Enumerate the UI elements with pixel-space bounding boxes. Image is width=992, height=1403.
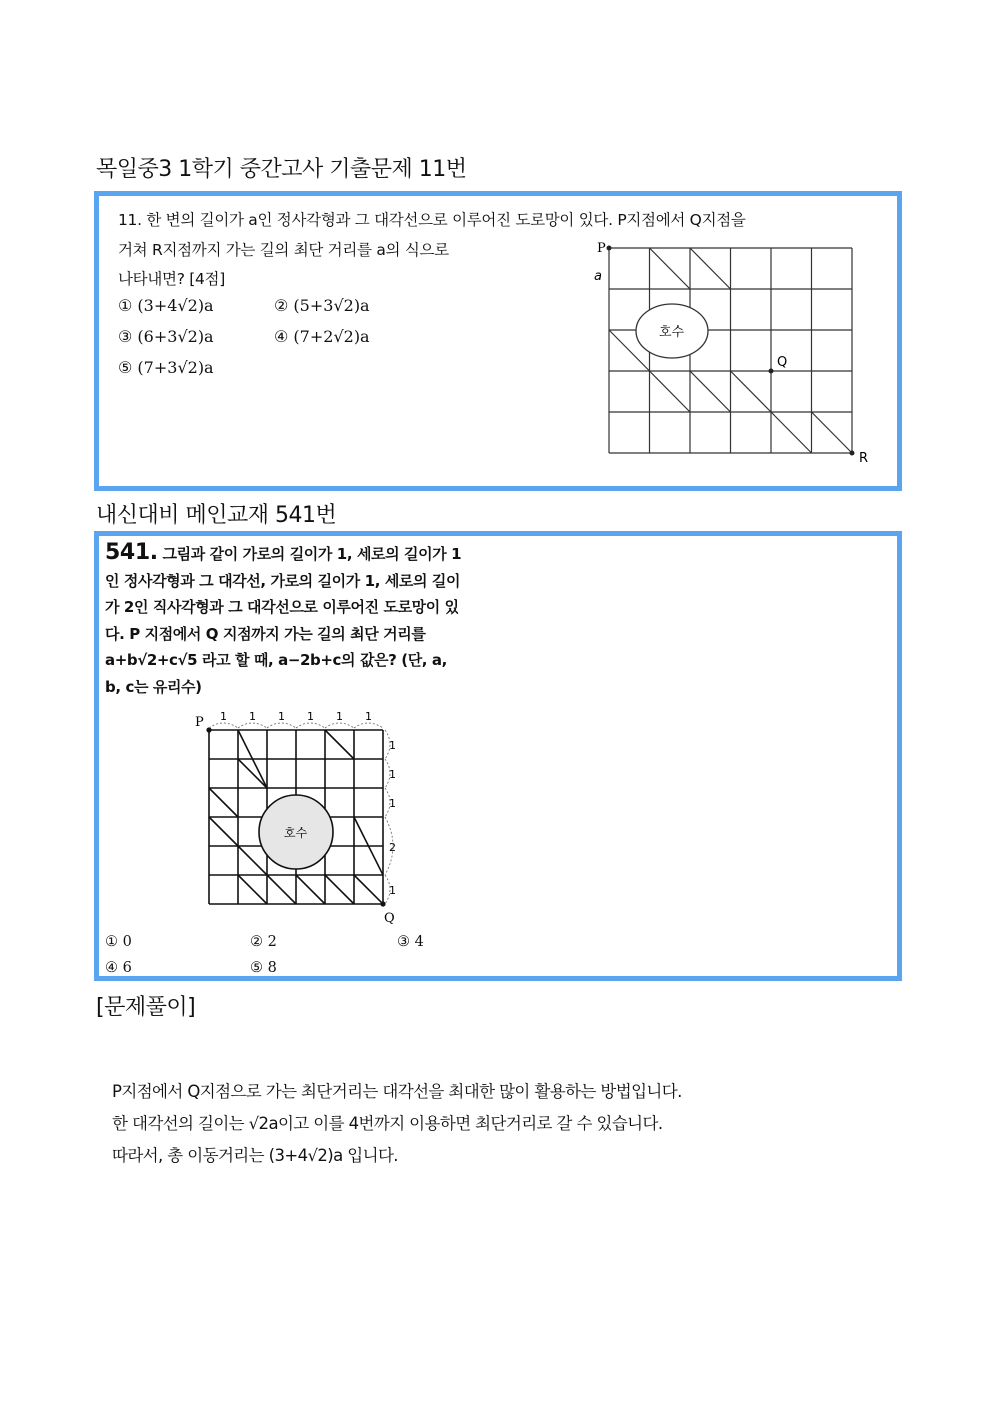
side-a-label: a [594,269,602,284]
problem11-box [94,191,902,491]
top-label-1: 1 [220,710,227,723]
top-label-6: 1 [365,710,372,723]
choice-2: ② (5+3√2)a [274,296,370,315]
right-label-4: 2 [389,841,396,854]
lake-label-11: 호수 [659,325,685,340]
choice-3: ③ (6+3√2)a [118,327,214,346]
choice541-2: ② 2 [250,934,277,950]
top-label-5: 1 [336,710,343,723]
problem541-box [94,531,902,981]
choice-4: ④ (7+2√2)a [274,327,370,346]
choice541-4: ④ 6 [105,960,132,976]
choice-5: ⑤ (7+3√2)a [118,358,214,377]
problem541-number: 541. [105,540,158,565]
top-label-4: 1 [307,710,314,723]
problem541-line5: a+b√2+c√5 라고 할 때, a−2b+c의 값은? (단, a, [105,651,447,669]
problem541-line4: 다. P 지점에서 Q 지점까지 가는 길의 최단 거리를 [105,624,426,643]
top-label-3: 1 [278,710,285,723]
solution-line2: 한 대각선의 길이는 √2a이고 이를 4번까지 이용하면 최단거리로 갈 수 있습니다. [112,1114,663,1133]
problem541-line6: b, c는 유리수) [105,677,202,696]
problem541-text [105,540,505,700]
point-p-label: P [597,241,606,256]
problem541-line2: 인 정사각형과 그 대각선, 가로의 길이가 1, 세로의 길이 [105,571,461,590]
point-q-label-541: Q [384,911,395,926]
solution-line3: 따라서, 총 이동거리는 (3+4√2)a 입니다. [112,1146,398,1165]
section2-title: 내신대비 메인교재 541번 [96,503,337,528]
problem11-line2: 거쳐 R지점까지 가는 길의 최단 거리를 a의 식으로 [118,241,449,259]
problem541-line3: 가 2인 직사각형과 그 대각선으로 이루어진 도로망이 있 [105,598,459,616]
right-label-1: 1 [389,739,396,752]
problem541-line1: 그림과 같이 가로의 길이가 1, 세로의 길이가 1 [162,545,462,563]
solution-line1: P지점에서 Q지점으로 가는 최단거리는 대각선을 최대한 많이 활용하는 방법입니다. [112,1082,682,1101]
lake-label-541: 호수 [284,826,308,840]
point-r-label: R [859,451,869,466]
choice-1: ① (3+4√2)a [118,296,214,315]
section1-title: 목일중3 1학기 중간고사 기출문제 11번 [96,157,467,182]
point-p-label-541: P [195,715,204,730]
right-label-3: 1 [389,797,396,810]
right-label-5: 1 [389,884,396,897]
road-network-figure-541 [194,708,414,926]
problem11-line1: 11. 한 변의 길이가 a인 정사각형과 그 대각선으로 이루어진 도로망이 있다. P지점에서 Q지점을 [118,211,746,229]
choice541-1: ① 0 [105,934,132,950]
problem11-line3: 나타내면? [4점] [118,270,225,288]
choice541-5: ⑤ 8 [250,960,277,976]
solution-title: [문제풀이] [96,995,196,1020]
right-label-2: 1 [389,768,396,781]
top-label-2: 1 [249,710,256,723]
choice541-3: ③ 4 [397,934,424,950]
road-network-figure-11 [589,236,889,476]
point-q-label: Q [777,355,788,370]
